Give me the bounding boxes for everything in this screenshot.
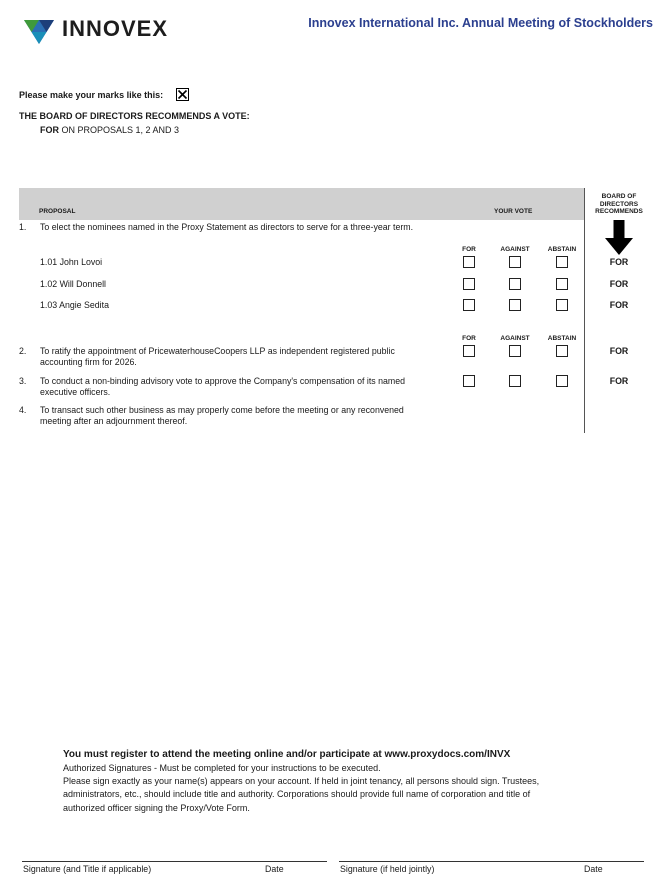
proposal-3-line2: executive officers. [40, 386, 111, 397]
auth-line-4: authorized officer signing the Proxy/Vote Form. [63, 802, 250, 813]
nominee-2-abstain-checkbox[interactable] [556, 278, 568, 290]
board-recommendation-heading: THE BOARD OF DIRECTORS RECOMMENDS A VOTE: [19, 111, 250, 121]
recommendation-divider [584, 188, 585, 433]
board-for-bold: FOR [40, 125, 59, 135]
down-arrow-icon [605, 220, 633, 256]
nominee-3-recommendation: FOR [609, 300, 629, 310]
auth-line-1: Authorized Signatures - Must be completed for your instructions to be executed. [63, 763, 381, 773]
signature-2-label: Signature (if held jointly) [340, 864, 435, 874]
nominee-3-for-checkbox[interactable] [463, 299, 475, 311]
nominee-1-abstain-checkbox[interactable] [556, 256, 568, 268]
proposal-3-line1: To conduct a non-binding advisory vote to approve the Company's compensation of its named [40, 376, 406, 386]
proposal-3-abstain-checkbox[interactable] [556, 375, 568, 387]
board-recommendation-line [40, 125, 179, 135]
innovex-logo-icon [22, 14, 56, 48]
nominee-2-against-checkbox[interactable] [509, 278, 521, 290]
x-mark-icon [177, 89, 188, 100]
logo-wordmark: INNOVEX [62, 16, 169, 41]
authorization-text [63, 762, 623, 815]
proposal-4-text [40, 405, 404, 426]
rec-head-line2: DIRECTORS [599, 200, 639, 208]
nominee-2-label: 1.02 Will Donnell [40, 279, 107, 289]
signature-2-line[interactable] [339, 861, 644, 862]
mark-instructions: Please make your marks like this: [19, 90, 164, 100]
nominee-2-for-checkbox[interactable] [463, 278, 475, 290]
rec-head-line1: BOARD OF [601, 193, 637, 200]
proposal-2-abstain-checkbox[interactable] [556, 345, 568, 357]
proposal-4-number: 4. [19, 405, 27, 415]
p2-against-header: AGAINST [500, 335, 530, 342]
signature-1-line[interactable] [22, 861, 327, 862]
p2-for-header: FOR [462, 335, 476, 342]
proposal-2-for-checkbox[interactable] [463, 345, 475, 357]
nominee-1-recommendation: FOR [609, 257, 629, 267]
table-header-band [19, 188, 585, 220]
nominee-1-label: 1.01 John Lovoi [40, 257, 103, 267]
nominee-3-abstain-checkbox[interactable] [556, 299, 568, 311]
proposal-2-line1: To ratify the appointment of PricewaterhouseCoopers LLP as independent registered public [40, 346, 395, 356]
proposal-4-line2: meeting after an adjournment thereof. [40, 415, 188, 426]
board-recommends-header [588, 193, 650, 216]
proposal-2-line2: accounting firm for 2026. [40, 356, 137, 367]
proposal-1-number: 1. [19, 222, 27, 232]
registration-notice: You must register to attend the meeting online and/or participate at www.proxydocs.com/INVX [63, 749, 511, 760]
proposal-3-for-checkbox[interactable] [463, 375, 475, 387]
your-vote-column-header: YOUR VOTE [494, 208, 533, 215]
proposal-3-text [40, 376, 405, 397]
nominee-1-against-checkbox[interactable] [509, 256, 521, 268]
rec-head-line3: RECOMMENDS [595, 208, 643, 215]
proposal-2-text [40, 346, 395, 367]
signature-1-label: Signature (and Title if applicable) [23, 864, 152, 874]
page-title: Innovex International Inc. Annual Meeting of Stockholders [308, 16, 653, 30]
nominee-3-label: 1.03 Angie Sedita [40, 300, 109, 310]
auth-line-2: Please sign exactly as your name(s) appears on your account. If held in joint tenancy, all persons should sign. Trustees, [63, 776, 540, 787]
example-mark-box [176, 88, 189, 101]
proposal-2-recommendation: FOR [609, 346, 629, 356]
p1-for-header: FOR [462, 246, 476, 253]
board-for-rest: ON PROPOSALS 1, 2 AND 3 [59, 125, 180, 135]
p1-abstain-header: ABSTAIN [547, 246, 577, 253]
p1-against-header: AGAINST [500, 246, 530, 253]
proposal-1-text: To elect the nominees named in the Proxy Statement as directors to serve for a three-year term. [40, 222, 414, 232]
auth-line-3: administrators, etc., should include title and authority. Corporations should provide full name of corporation and title of [63, 789, 531, 800]
date-2-label: Date [584, 864, 603, 874]
proposal-4-line1: To transact such other business as may properly come before the meeting or any reconvened [40, 405, 404, 415]
proposal-column-header: PROPOSAL [39, 208, 76, 215]
date-1-label: Date [265, 864, 284, 874]
proposal-3-against-checkbox[interactable] [509, 375, 521, 387]
proposal-3-number: 3. [19, 376, 27, 386]
proposal-2-against-checkbox[interactable] [509, 345, 521, 357]
nominee-3-against-checkbox[interactable] [509, 299, 521, 311]
proposal-3-recommendation: FOR [609, 376, 629, 386]
p2-abstain-header: ABSTAIN [547, 335, 577, 342]
nominee-2-recommendation: FOR [609, 279, 629, 289]
proposal-2-number: 2. [19, 346, 27, 356]
nominee-1-for-checkbox[interactable] [463, 256, 475, 268]
